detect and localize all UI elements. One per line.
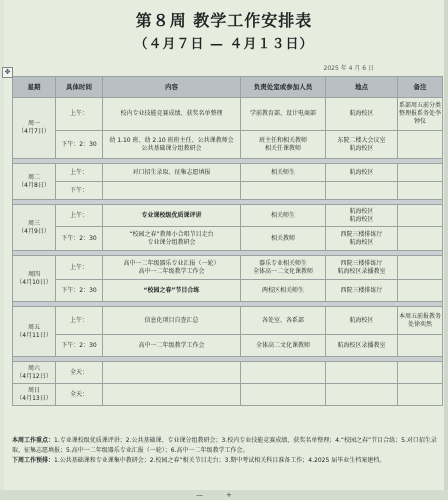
- content-cell: “校园之春”教师小合唱节目走台 专业课分组教研会: [103, 227, 241, 251]
- bottom-toolbar: [0, 490, 448, 500]
- note-cell: 系部周五前分类整理报系务处李钟仪: [398, 98, 443, 131]
- table-row: [13, 362, 443, 384]
- day-cell: 周三 （4月9日）: [13, 205, 56, 251]
- note-cell: [398, 227, 443, 251]
- time-cell: 上午：: [56, 164, 103, 182]
- weekly-focus-text: 1.专业课校级优质课评讲；2.公共基础课、专业课分组教研会；3.校内专业技能竞赛成绩、获奖名单整理；4.“校园之春”节目合练；5.对口招生录取、征集志愿填报；5.高中一二年级器乐专业汇报（一轮）；6.高中一二年级教学工作会。: [12, 437, 437, 454]
- place-cell: 航海校区: [326, 98, 398, 131]
- place-cell: 航海校区: [326, 307, 398, 335]
- note-cell: [398, 362, 443, 384]
- people-cell: 全体高二文化课教师: [241, 335, 326, 357]
- content-cell: 高中一二年级器乐专业汇报（一轮） 高中一二年级教学工作会: [103, 256, 241, 280]
- note-cell: 本周五前报教务处徐奕然: [398, 307, 443, 335]
- time-cell: 全天：: [56, 384, 103, 406]
- table-row: [13, 131, 443, 159]
- content-cell: 对口招生录取、征集志愿填报: [103, 164, 241, 182]
- note-cell: [398, 182, 443, 200]
- day-cell: 周五 （4月11日）: [13, 307, 56, 357]
- time-cell: 上午：: [56, 98, 103, 131]
- table-row: [13, 205, 443, 227]
- table-row: [13, 98, 443, 131]
- page-title: 第８周 教学工作安排表: [135, 11, 313, 30]
- people-cell: [241, 362, 326, 384]
- document-page: [4, 0, 444, 500]
- header-people: 负责处室或参加人员: [241, 77, 326, 98]
- place-cell: [326, 362, 398, 384]
- note-cell: [398, 205, 443, 227]
- content-cell: [103, 384, 241, 406]
- place-cell: [326, 384, 398, 406]
- table-row: [13, 227, 443, 251]
- day-cell: 周一 （4月7日）: [13, 98, 56, 159]
- time-cell: 下午：2：30: [56, 131, 103, 159]
- content-cell: [103, 362, 241, 384]
- date-stamp: 2025 年 4 月 6 日: [323, 65, 374, 72]
- content-cell: “校园之春”节目合练: [103, 280, 241, 302]
- next-week-text: 1.公共基础课和专业课集中教研会；2.校园之春”相关节目走台；3.期中考试相关科目准备工作；4.2025 届毕业生档案建档。: [54, 457, 386, 464]
- place-cell: 航海校区 航海校区: [326, 205, 398, 227]
- note-cell: [398, 131, 443, 159]
- day-cell: 周日 （4月13日）: [13, 384, 56, 406]
- table-row: [13, 335, 443, 357]
- people-cell: 两校区相关师生: [241, 280, 326, 302]
- header-day: 星期: [13, 77, 56, 98]
- place-cell: 东院二楼大会议室 航海校区: [326, 131, 398, 159]
- table-row: [13, 307, 443, 335]
- time-cell: 下午：2：30: [56, 335, 103, 357]
- people-cell: 学前教育部、设计电商部: [241, 98, 326, 131]
- note-cell: [398, 280, 443, 302]
- header-note: 备注: [398, 77, 443, 98]
- place-cell: 航海校区: [326, 164, 398, 182]
- note-cell: [398, 335, 443, 357]
- day-cell: 周六 （4月12日）: [13, 362, 56, 384]
- place-cell: 西院三楼排练厅 航海校区: [326, 227, 398, 251]
- next-week-plan: [12, 456, 442, 466]
- header-time: 具体时间: [56, 77, 103, 98]
- content-cell: 专业课校级优质课评讲: [103, 205, 241, 227]
- people-cell: 相关师生: [241, 205, 326, 227]
- place-cell: 西院三楼排练厅: [326, 280, 398, 302]
- table-row: [13, 280, 443, 302]
- time-cell: 全天：: [56, 362, 103, 384]
- day-cell: 周二 （4月8日）: [13, 164, 56, 200]
- people-cell: [241, 384, 326, 406]
- time-cell: 下午：2：30: [56, 227, 103, 251]
- content-cell: 校内专业技能竞赛成绩、获奖名单整理: [103, 98, 241, 131]
- weekly-focus-label: 本周工作重点：: [12, 437, 55, 444]
- notes-section: [12, 436, 442, 466]
- content-cell: [103, 182, 241, 200]
- people-cell: 器乐专业相关师生 全体高一二文化课教师: [241, 256, 326, 280]
- table-row: [13, 182, 443, 200]
- place-cell: [326, 182, 398, 200]
- people-cell: 各处室、各系部: [241, 307, 326, 335]
- time-cell: 下午：: [56, 182, 103, 200]
- add-icon[interactable]: +: [226, 491, 232, 499]
- next-week-label: 下周工作预排：: [12, 457, 55, 464]
- table-move-handle-icon[interactable]: ✥: [2, 67, 13, 78]
- people-cell: 相关师生: [241, 164, 326, 182]
- people-cell: [241, 182, 326, 200]
- content-cell: 高中一二年级教学工作会: [103, 335, 241, 357]
- time-cell: 上午：: [56, 205, 103, 227]
- note-cell: [398, 256, 443, 280]
- time-cell: 上午：: [56, 307, 103, 335]
- place-cell: 西院三楼排练厅 航海校区录播教室: [326, 256, 398, 280]
- weekly-focus: [12, 436, 442, 456]
- people-cell: 班主任和相关教师 相关任课教师: [241, 131, 326, 159]
- schedule-table: [12, 76, 443, 406]
- page-subtitle: （４月７日 — ４月１３日）: [134, 37, 314, 52]
- content-cell: 幼 1.10 班、幼 2.10 班班主任、公共课教师会 公共基础课分组教研会: [103, 131, 241, 159]
- table-header-row: [13, 77, 443, 98]
- table-row: [13, 256, 443, 280]
- people-cell: 相关教师: [241, 227, 326, 251]
- collapse-icon[interactable]: —: [196, 491, 203, 499]
- day-cell: 周四 （4月10日）: [13, 256, 56, 302]
- note-cell: [398, 384, 443, 406]
- content-cell: 信息化项目自查汇总: [103, 307, 241, 335]
- time-cell: 下午：2：30: [56, 280, 103, 302]
- table-row: [13, 384, 443, 406]
- header-content: 内容: [103, 77, 241, 98]
- header-place: 地点: [326, 77, 398, 98]
- table-row: [13, 164, 443, 182]
- time-cell: 上午：: [56, 256, 103, 280]
- place-cell: 航海校区录播教室: [326, 335, 398, 357]
- note-cell: [398, 164, 443, 182]
- vertical-scrollbar[interactable]: [444, 0, 448, 490]
